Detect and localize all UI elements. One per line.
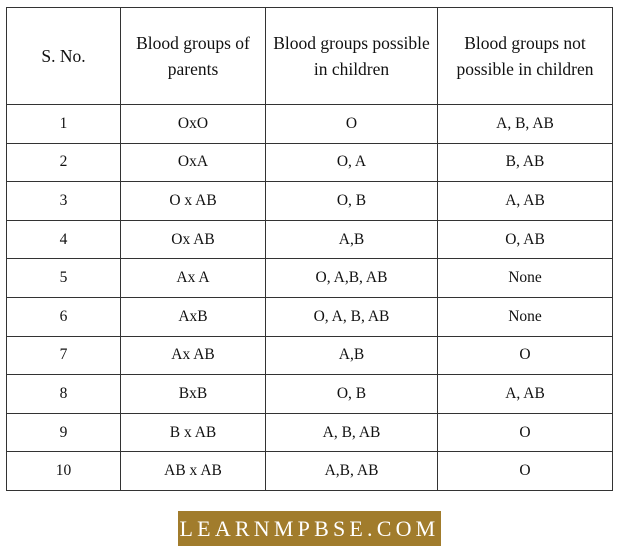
cell-sno: 5 [7,259,121,298]
cell-sno: 6 [7,297,121,336]
table-row [7,220,613,259]
cell-parents: AxB [121,297,266,336]
cell-parents: O x AB [121,182,266,221]
cell-sno: 9 [7,413,121,452]
cell-parents: OxO [121,105,266,144]
cell-sno: 1 [7,105,121,144]
cell-parents: Ox AB [121,220,266,259]
table-row [7,105,613,144]
cell-possible: A,B [266,220,438,259]
cell-sno: 8 [7,375,121,414]
cell-parents: BxB [121,375,266,414]
cell-not-possible: O, AB [438,220,613,259]
header-not-possible: Blood groups not possible in children [438,8,613,105]
cell-possible: O, B [266,182,438,221]
cell-sno: 2 [7,143,121,182]
cell-not-possible: O [438,413,613,452]
cell-possible: O, A [266,143,438,182]
cell-sno: 10 [7,452,121,491]
cell-possible: A,B, AB [266,452,438,491]
header-possible: Blood groups possible in children [266,8,438,105]
cell-parents: B x AB [121,413,266,452]
cell-sno: 7 [7,336,121,375]
cell-parents: AB x AB [121,452,266,491]
cell-not-possible: O [438,452,613,491]
table-row [7,375,613,414]
cell-not-possible: O [438,336,613,375]
table-row [7,297,613,336]
cell-not-possible: A, AB [438,182,613,221]
table-row [7,452,613,491]
cell-parents: OxA [121,143,266,182]
cell-possible: O, A,B, AB [266,259,438,298]
table-header-row [7,8,613,105]
cell-parents: Ax A [121,259,266,298]
header-parents: Blood groups of parents [121,8,266,105]
table-row [7,182,613,221]
cell-not-possible: A, B, AB [438,105,613,144]
site-watermark: LEARNMPBSE.COM [178,511,441,546]
table-row [7,336,613,375]
blood-group-table [6,7,613,491]
table-row [7,259,613,298]
cell-not-possible: None [438,259,613,298]
cell-sno: 4 [7,220,121,259]
cell-parents: Ax AB [121,336,266,375]
cell-possible: A,B [266,336,438,375]
table-row [7,143,613,182]
table-row [7,413,613,452]
cell-possible: O, B [266,375,438,414]
cell-possible: O, A, B, AB [266,297,438,336]
cell-not-possible: A, AB [438,375,613,414]
header-sno: S. No. [7,8,121,105]
cell-not-possible: B, AB [438,143,613,182]
cell-sno: 3 [7,182,121,221]
cell-possible: O [266,105,438,144]
cell-not-possible: None [438,297,613,336]
cell-possible: A, B, AB [266,413,438,452]
